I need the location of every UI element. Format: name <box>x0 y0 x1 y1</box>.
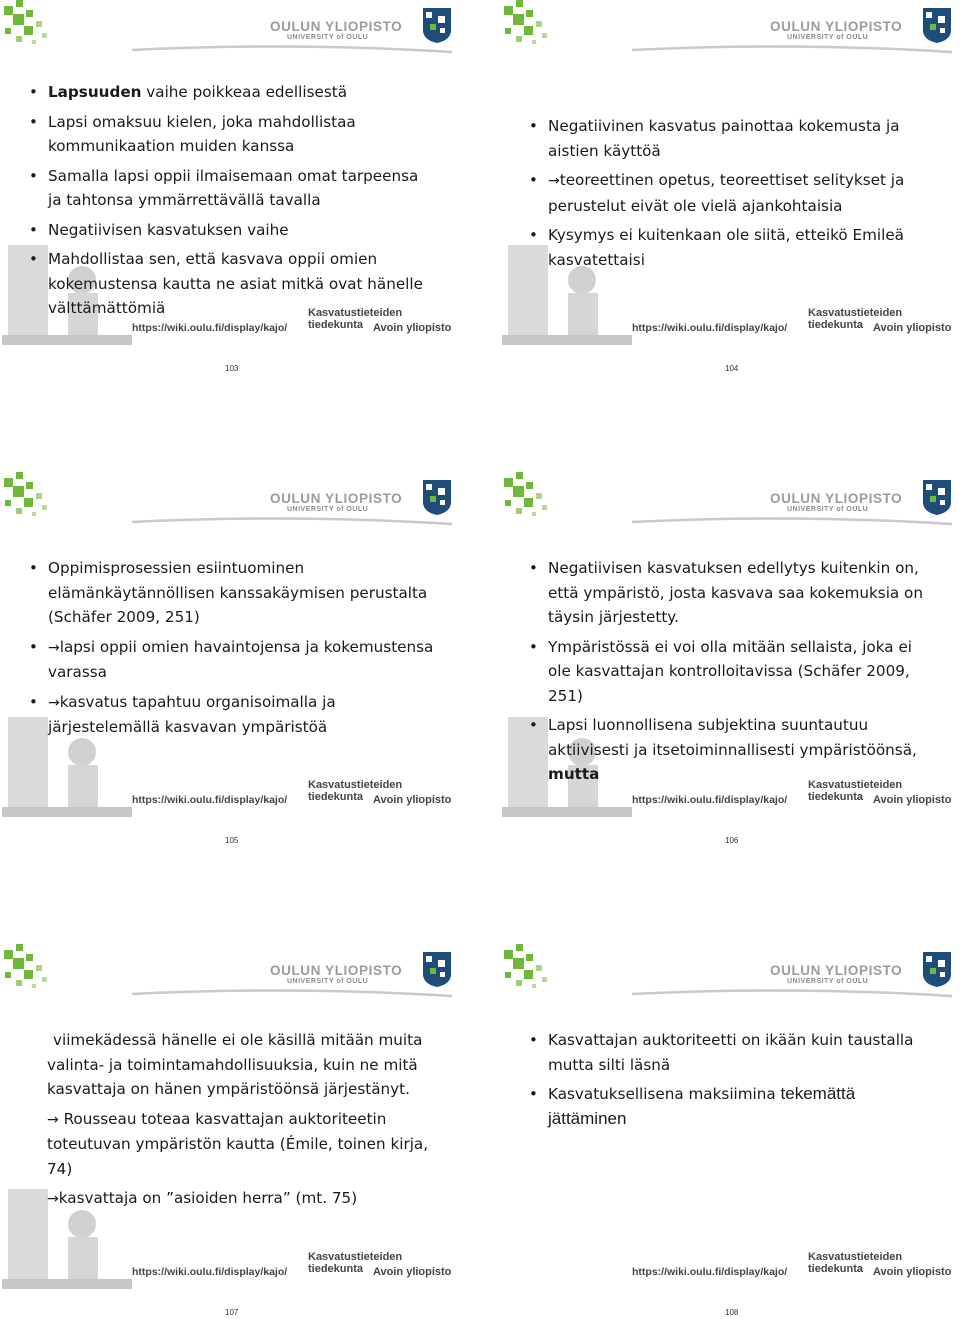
footer-faculty: Kasvatustieteiden tiedekunta <box>308 1251 403 1275</box>
footer-url: https://wiki.oulu.fi/display/kajo/ <box>132 1266 288 1278</box>
header-swoosh <box>132 984 452 998</box>
university-subname: UNIVERSITY of OULU <box>787 34 869 41</box>
item-text: vaihe poikkeaa edellisestä <box>141 83 347 101</box>
item-text: teoreettinen opetus, teoreettiset selitykset ja perustelut eivät ole vielä ajankohtaisia <box>548 171 905 215</box>
footer-faculty: Kasvatustieteiden tiedekunta <box>808 779 903 803</box>
item-text: lapsi oppii omien havaintojensa ja kokemustensa varassa <box>48 637 434 681</box>
footer-faculty: Kasvatustieteiden tiedekunta <box>808 307 903 331</box>
slide-header <box>2 472 460 524</box>
paragraph <box>47 1186 437 1212</box>
slide-106 <box>502 472 960 817</box>
slide-body <box>526 114 936 277</box>
header-swoosh <box>632 40 952 54</box>
list-item <box>526 713 936 787</box>
list-item <box>26 690 436 740</box>
slide-body <box>526 556 936 792</box>
slide-105 <box>2 472 460 817</box>
list-item <box>26 80 436 105</box>
footer-url: https://wiki.oulu.fi/display/kajo/ <box>632 1266 788 1278</box>
page-number: 105 <box>225 836 239 845</box>
university-name: OULUN YLIOPISTO <box>770 963 903 978</box>
item-bold: mutta <box>548 765 600 783</box>
arrow-icon: → <box>47 1191 59 1207</box>
footer-url: https://wiki.oulu.fi/display/kajo/ <box>632 794 788 806</box>
list-item <box>526 556 936 630</box>
header-swoosh <box>632 984 952 998</box>
item-text: Kasvatuksellisena maksiimina <box>548 1085 781 1103</box>
item-text: Lapsi omaksuu kielen, joka mahdollistaa kommunikaation muiden kanssa <box>48 112 356 155</box>
item-text: Oppimisprosessien esiintuominen elämänkäytännöllisen kanssakäymisen perustalta (Schäfer 2009, 251) <box>48 559 428 626</box>
university-crest-icon <box>422 6 452 44</box>
page-number: 106 <box>725 836 739 845</box>
list-item <box>526 1082 936 1131</box>
slide-107 <box>2 944 460 1289</box>
footer-open-university: Avoin yliopisto <box>373 322 452 334</box>
list-item <box>26 635 436 685</box>
page-number: 104 <box>725 364 739 373</box>
paragraph <box>47 1107 437 1182</box>
slide-body <box>26 556 436 745</box>
footer-open-university: Avoin yliopisto <box>873 322 952 334</box>
item-text: Kysymys ei kuitenkaan ole siitä, etteikö Emileä kasvatettaisi <box>548 226 904 269</box>
university-name: OULUN YLIOPISTO <box>270 963 403 978</box>
item-text: Negatiivinen kasvatus painottaa kokemusta ja aistien käyttöä <box>548 117 900 160</box>
item-emphasis: tekemättä jättäminen <box>548 1084 856 1128</box>
slide-header <box>502 472 960 524</box>
university-mosaic-logo <box>502 472 562 524</box>
item-bold: Lapsuuden <box>48 83 142 101</box>
slide-body <box>526 1028 936 1136</box>
university-crest-icon <box>422 950 452 988</box>
item-text: Kasvattajan auktoriteetti on ikään kuin taustalla mutta silti läsnä <box>548 1031 914 1074</box>
university-subname: UNIVERSITY of OULU <box>787 978 869 985</box>
header-swoosh <box>132 40 452 54</box>
slide-104 <box>502 0 960 345</box>
university-subname: UNIVERSITY of OULU <box>287 34 369 41</box>
slide-header <box>2 944 460 996</box>
list-item <box>26 110 436 159</box>
slide-header <box>2 0 460 52</box>
page-number: 108 <box>725 1308 739 1317</box>
item-text: Mahdollistaa sen, että kasvava oppii omien kokemustensa kautta ne asiat mitkä ovat hänelle välttämättömiä <box>48 250 423 317</box>
university-mosaic-logo <box>502 944 562 996</box>
list-item <box>26 218 436 243</box>
university-mosaic-logo <box>2 472 62 524</box>
item-text: kasvatus tapahtuu organisoimalla ja järjestelemällä kasvavan ympäristöä <box>48 692 336 736</box>
university-mosaic-logo <box>2 0 62 52</box>
university-name: OULUN YLIOPISTO <box>770 19 903 34</box>
university-crest-icon <box>422 478 452 516</box>
slide-103 <box>2 0 460 345</box>
university-name: OULUN YLIOPISTO <box>270 491 403 506</box>
arrow-icon: → <box>47 1111 59 1128</box>
list-item <box>526 114 936 163</box>
footer-open-university: Avoin yliopisto <box>873 794 952 806</box>
university-name: OULUN YLIOPISTO <box>770 491 903 506</box>
item-text: Negatiivisen kasvatuksen edellytys kuitenkin on, että ympäristö, josta kasvava saa kokemuksia on täysin järjestetty. <box>548 559 923 626</box>
list-item <box>26 164 436 213</box>
paragraph-text: viimekädessä hänelle ei ole käsillä mitään muita valinta- ja toimintamahdollisuuksia, kuin ne mitä kasvattaja on hänen ympäristöönsä järjestänyt. <box>47 1031 423 1098</box>
slide-body <box>26 80 436 326</box>
university-subname: UNIVERSITY of OULU <box>787 506 869 513</box>
university-subname: UNIVERSITY of OULU <box>287 978 369 985</box>
arrow-icon: → <box>548 173 560 189</box>
list-item <box>526 635 936 709</box>
footer-faculty: Kasvatustieteiden tiedekunta <box>308 779 403 803</box>
list-item <box>526 168 936 218</box>
university-mosaic-logo <box>502 0 562 52</box>
item-text: Lapsi luonnollisena subjektina suuntautuu aktiivisesti ja itsetoiminnallisesti ympäristöönsä, <box>548 716 917 759</box>
header-swoosh <box>132 512 452 526</box>
item-text: Samalla lapsi oppii ilmaisemaan omat tarpeensa ja tahtonsa ymmärrettävällä tavalla <box>48 166 419 209</box>
header-swoosh <box>632 512 952 526</box>
paragraph-text: kasvattaja on ”asioiden herra” (mt. 75) <box>58 1189 358 1207</box>
arrow-icon: → <box>48 639 60 656</box>
slide-header <box>502 944 960 996</box>
slide-header <box>502 0 960 52</box>
list-item <box>26 556 436 630</box>
item-text: Ympäristössä ei voi olla mitään sellaista, joka ei ole kasvattajan kontrolloitavissa (Schäfer 2009, 251) <box>548 637 913 705</box>
page-number: 107 <box>225 1308 239 1317</box>
page-number: 103 <box>225 364 239 373</box>
footer-url: https://wiki.oulu.fi/display/kajo/ <box>132 794 288 806</box>
university-name: OULUN YLIOPISTO <box>270 19 403 34</box>
paragraph <box>47 1028 437 1102</box>
item-text: Negatiivisen kasvatuksen vaihe <box>48 220 289 239</box>
slide-body <box>47 1028 437 1212</box>
list-item <box>526 1028 936 1077</box>
footer-faculty: Kasvatustieteiden tiedekunta <box>808 1251 903 1275</box>
university-crest-icon <box>922 950 952 988</box>
footer-open-university: Avoin yliopisto <box>373 1266 452 1278</box>
arrow-icon: → <box>48 694 60 711</box>
list-item <box>526 223 936 272</box>
university-crest-icon <box>922 478 952 516</box>
slide-108 <box>502 944 960 1289</box>
footer-url: https://wiki.oulu.fi/display/kajo/ <box>632 322 788 334</box>
university-subname: UNIVERSITY of OULU <box>287 506 369 513</box>
footer-url: https://wiki.oulu.fi/display/kajo/ <box>132 322 288 334</box>
footer-open-university: Avoin yliopisto <box>873 1266 952 1278</box>
university-crest-icon <box>922 6 952 44</box>
footer-open-university: Avoin yliopisto <box>373 794 452 806</box>
paragraph-text: Rousseau toteaa kasvattajan auktoriteetin toteutuvan ympäristön kautta (Émile, toinen kirja, 74) <box>47 1109 429 1178</box>
university-mosaic-logo <box>2 944 62 996</box>
footer-faculty: Kasvatustieteiden tiedekunta <box>308 307 403 331</box>
